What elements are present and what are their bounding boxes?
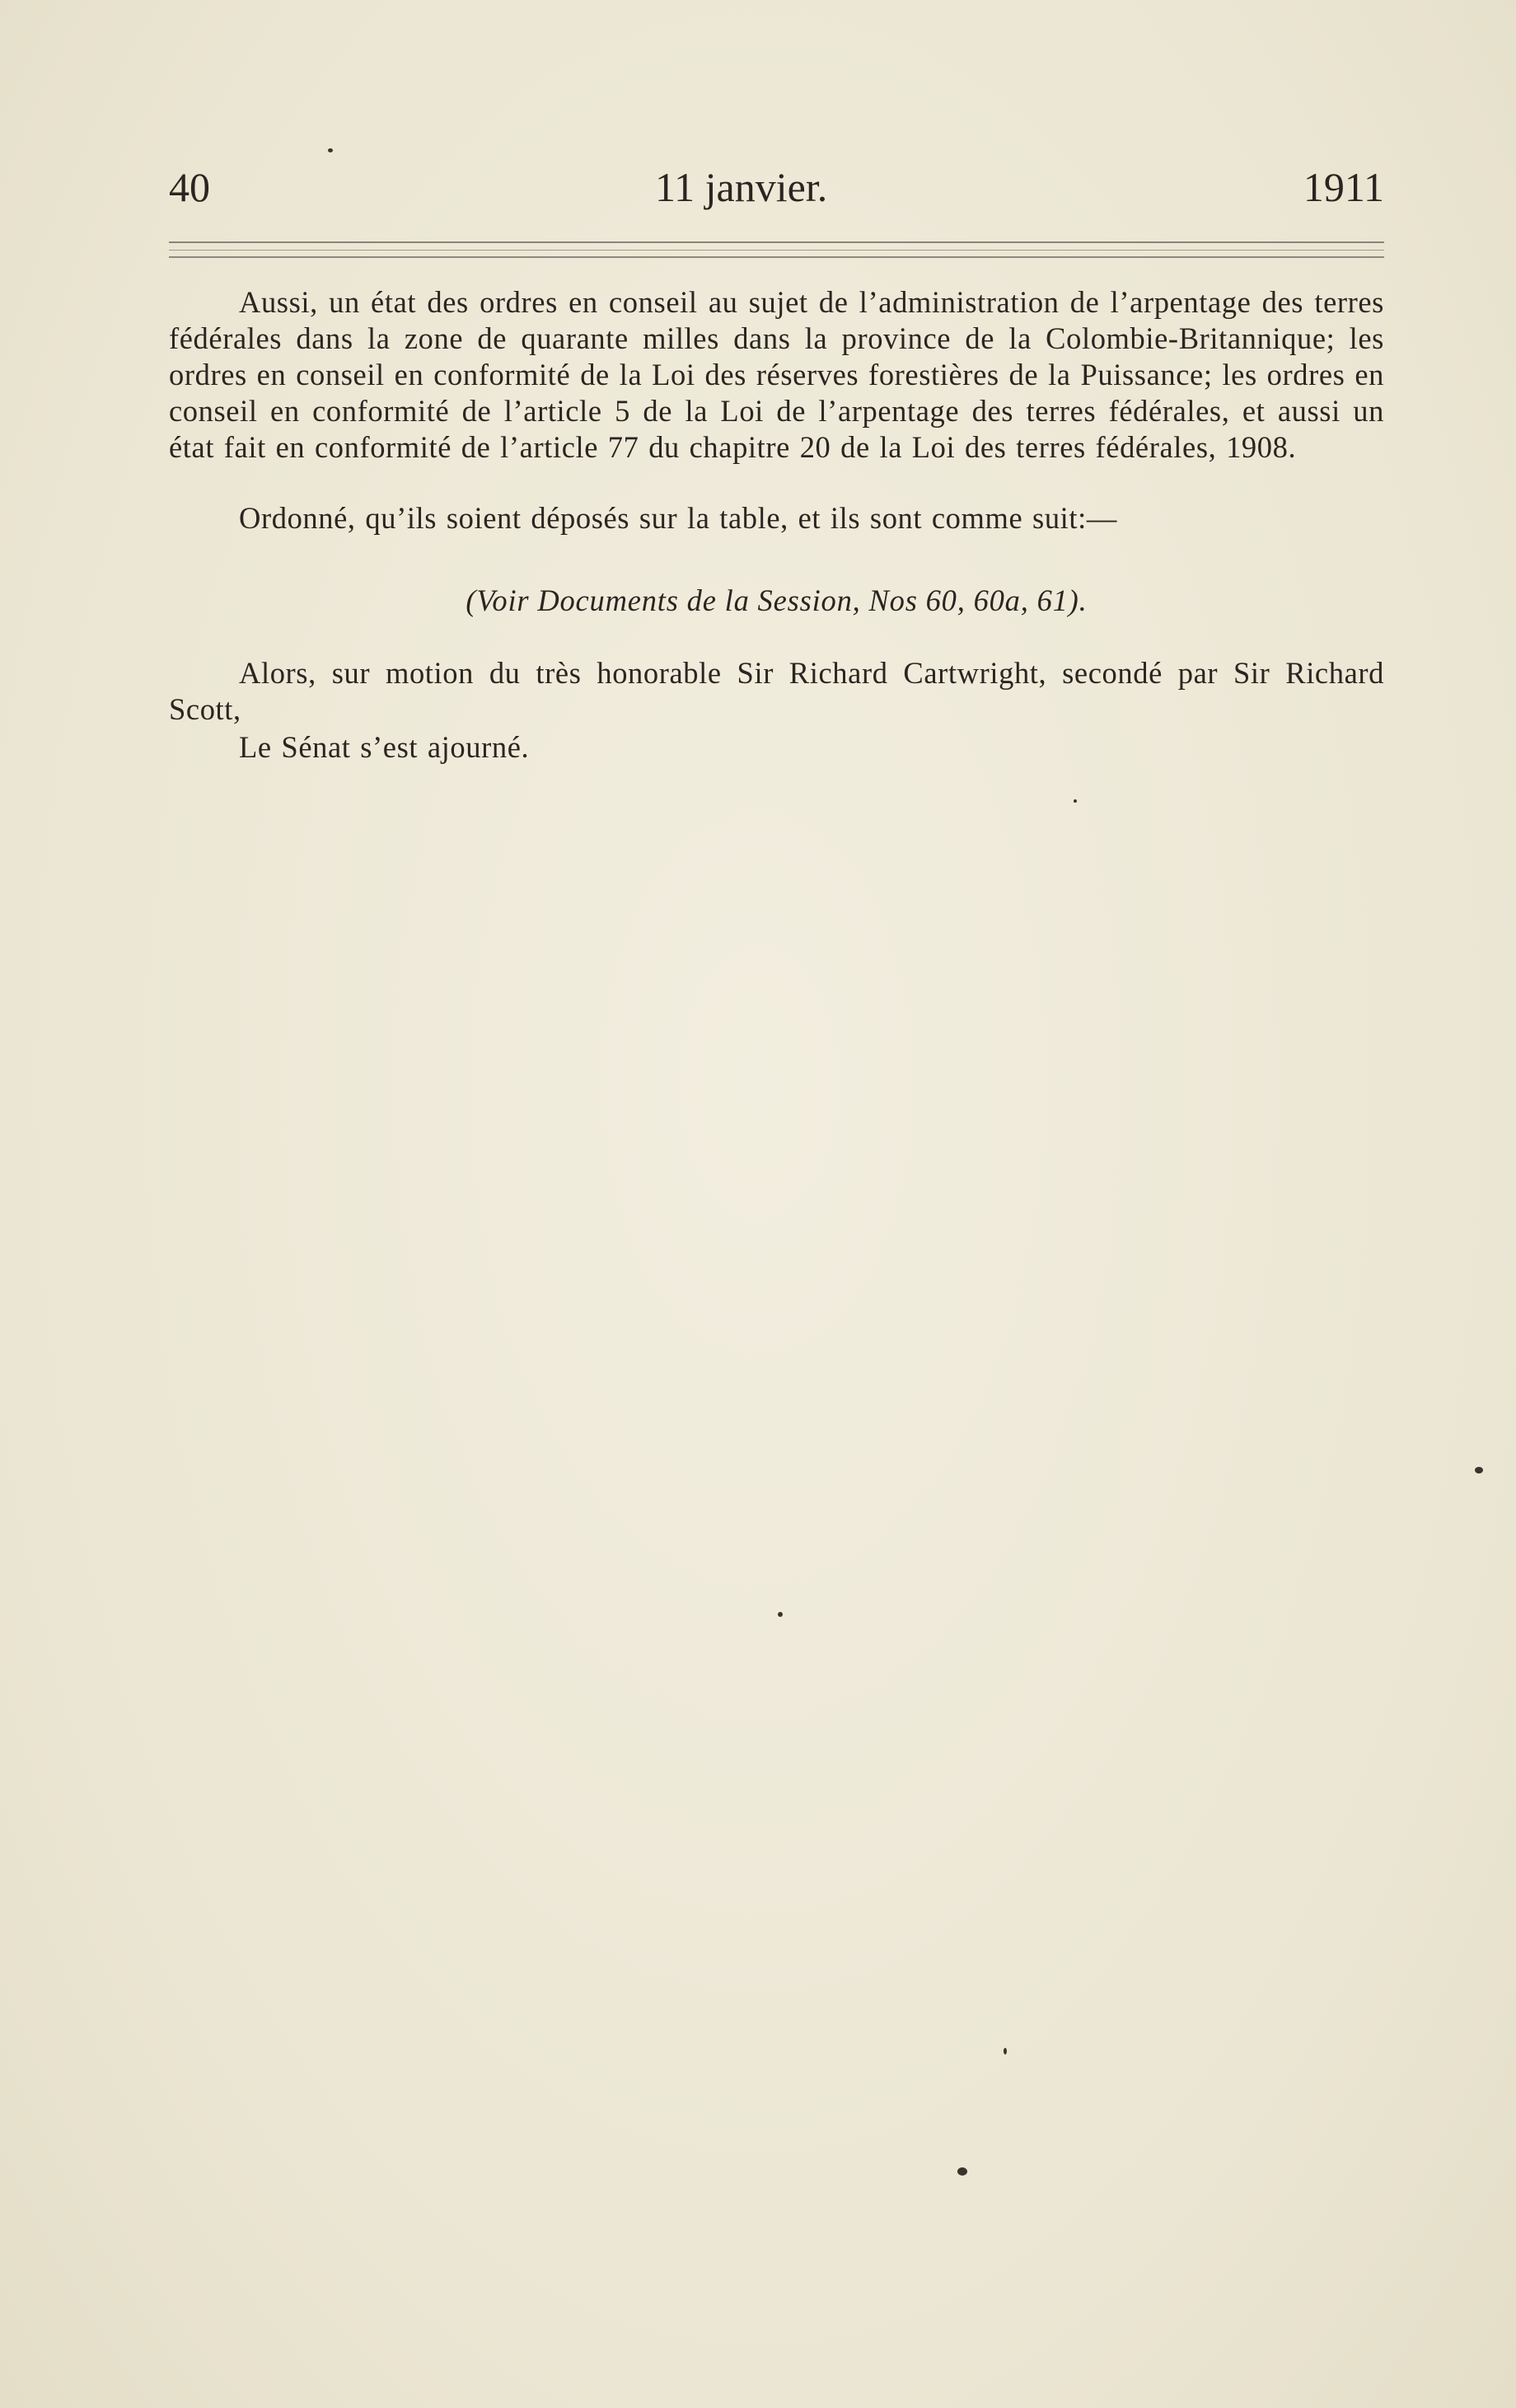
header-date: 11 janvier. xyxy=(655,164,828,210)
paper-speck xyxy=(1004,2048,1007,2054)
paragraph-motion: Alors, sur motion du très honorable Sir Richard Cartwright, secondé par Sir Richard Scott, xyxy=(169,656,1384,726)
paragraph-ordonne: Ordonné, qu’ils soient déposés sur la table, et ils sont comme suit:— xyxy=(239,501,1117,535)
paragraph-statement: Aussi, un état des ordres en conseil au sujet de l’administration de l’arpentage des terres fédérales dans la zone de quarante milles dans la province de la Colombie-Britannique; les ordres en conseil en conformité de la Loi des réserves forestières de la Puissance; les ordres en conseil en conformité de l’article 5 de la Loi de l’arpentage des terres fédérales, et aussi un état fait en conformité de l’article 77 du chapitre 20 de la Loi des terres fédérales, 1908. xyxy=(169,285,1384,464)
header-rule-middle xyxy=(169,250,1384,251)
header-rule-bottom xyxy=(169,256,1384,258)
documents-reference: (Voir Documents de la Session, Nos 60, 60a, 61). xyxy=(466,583,1088,617)
paragraph-adjourned: Le Sénat s’est ajourné. xyxy=(239,730,530,764)
paper-speck xyxy=(1475,1467,1483,1473)
page-header xyxy=(169,163,1384,221)
paper-speck xyxy=(1074,799,1077,803)
header-rule-top xyxy=(169,241,1384,243)
paper-speck xyxy=(957,2167,967,2176)
page-number: 40 xyxy=(169,164,210,210)
paper-speck xyxy=(778,1612,783,1617)
header-year: 1911 xyxy=(1303,164,1384,210)
paper-speck xyxy=(328,148,333,152)
